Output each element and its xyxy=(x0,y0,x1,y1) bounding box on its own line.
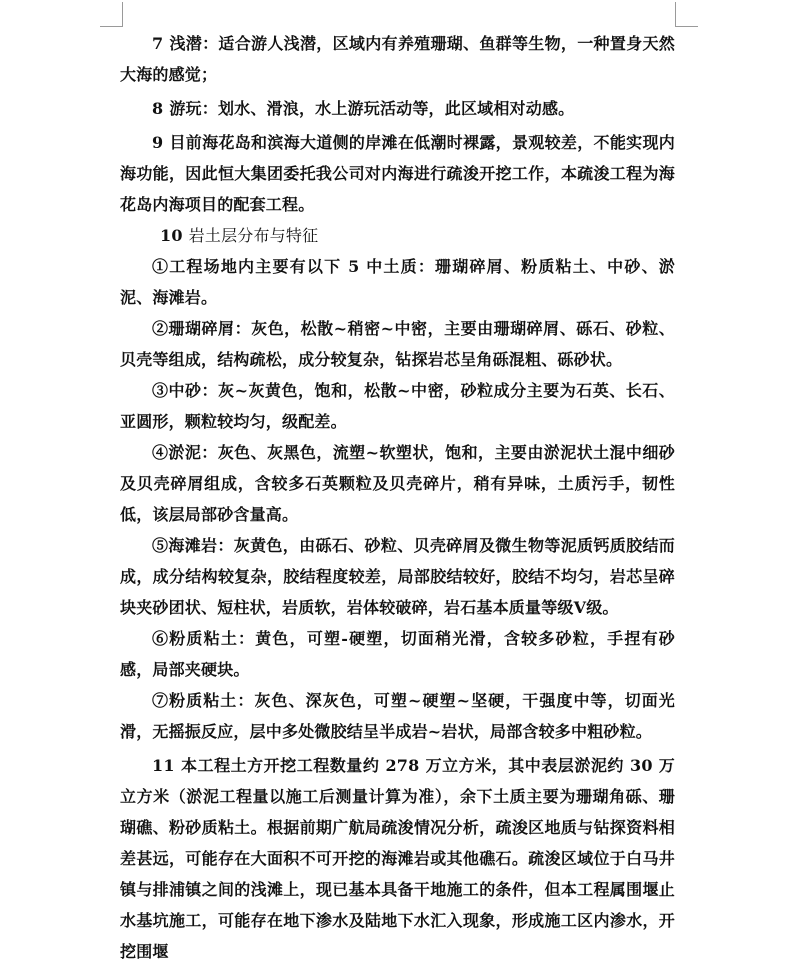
paragraph-text: 游玩：划水、滑浪，水上游玩活动等，此区域相对动感。 xyxy=(169,99,575,118)
heading-text: 岩土层分布与特征 xyxy=(188,226,319,245)
paragraph-text: ⑦粉质粘土：灰色、深灰色，可塑~硬塑~坚硬，干强度中等，切面光滑，无摇振反应，层中多处微胶结呈半成岩~岩状，局部含较多中粗砂粒。 xyxy=(120,691,675,741)
paragraph-number: 7 xyxy=(152,34,164,53)
page-corner-mark-left xyxy=(100,2,123,27)
paragraph-text: ②珊瑚碎屑：灰色，松散~稍密~中密，主要由珊瑚碎屑、砾石、砂粒、贝壳等组成，结构疏松，成分较复杂，钻探岩芯呈角砾混粗、砾砂状。 xyxy=(120,319,675,369)
soil-coral-debris xyxy=(120,313,675,375)
paragraph-8 xyxy=(120,93,675,124)
paragraph-number: 8 xyxy=(152,99,164,118)
paragraph-9 xyxy=(120,127,675,220)
soil-overview xyxy=(120,251,675,313)
soil-medium-sand xyxy=(120,375,675,437)
paragraph-text: ⑥粉质粘土：黄色，可塑-硬塑，切面稍光滑，含较多砂粒，手捏有砂感，局部夹硬块。 xyxy=(120,629,675,679)
soil-silty-clay-grey xyxy=(120,685,675,747)
paragraph-number: 11 xyxy=(152,756,175,775)
soil-silty-clay-yellow xyxy=(120,623,675,685)
paragraph-text: ⑤海滩岩：灰黄色，由砾石、砂粒、贝壳碎屑及微生物等泥质钙质胶结而成，成分结构较复杂，胶结程度较差，局部胶结较好，胶结不均匀，岩芯呈碎块夹砂团状、短柱状，岩质软，岩体较破碎，岩石基本质量等级Ⅴ级。 xyxy=(120,536,675,617)
page-corner-mark-right xyxy=(675,2,698,27)
paragraph-11 xyxy=(120,750,675,967)
soil-beach-rock xyxy=(120,530,675,623)
paragraph-text: ③中砂：灰~灰黄色，饱和，松散~中密，砂粒成分主要为石英、长石、亚圆形，颗粒较均匀，级配差。 xyxy=(120,381,675,431)
paragraph-text: ①工程场地内主要有以下 5 中土质：珊瑚碎屑、粉质粘土、中砂、淤泥、海滩岩。 xyxy=(120,257,675,307)
paragraph-7 xyxy=(120,28,675,90)
paragraph-number: 9 xyxy=(152,133,164,152)
paragraph-text: 浅潜：适合游人浅潜，区域内有养殖珊瑚、鱼群等生物，一种置身天然大海的感觉； xyxy=(120,34,675,84)
paragraph-number: 10 xyxy=(160,226,183,245)
paragraph-text: 目前海花岛和滨海大道侧的岸滩在低潮时裸露，景观较差，不能实现内海功能，因此恒大集团委托我公司对内海进行疏浚开挖工作，本疏浚工程为海花岛内海项目的配套工程。 xyxy=(120,133,675,214)
document-body xyxy=(120,28,675,967)
paragraph-text: 本工程土方开挖工程数量约 278 万立方米，其中表层淤泥约 30 万立方米（淤泥工程量以施工后测量计算为准），余下土质主要为珊瑚角砾、珊瑚礁、粉砂质粘土。根据前期广航局疏浚情况分析，疏浚区地质与钻探资料相差甚远，可能存在大面积不可开挖的海滩岩或其他礁石。疏浚区域位于白马井镇与排浦镇之间的浅滩上，现已基本具备干地施工的条件，但本工程属围堰止水基坑施工，可能存在地下渗水及陆地下水汇入现象，形成施工区内渗水，开挖围堰 xyxy=(120,756,675,961)
section-heading-10 xyxy=(120,220,675,251)
soil-silt xyxy=(120,437,675,530)
paragraph-text: ④淤泥：灰色、灰黑色，流塑~软塑状，饱和，主要由淤泥状土混中细砂及贝壳碎屑组成，含较多石英颗粒及贝壳碎片，稍有异味，土质污手，韧性低，该层局部砂含量高。 xyxy=(120,443,675,524)
